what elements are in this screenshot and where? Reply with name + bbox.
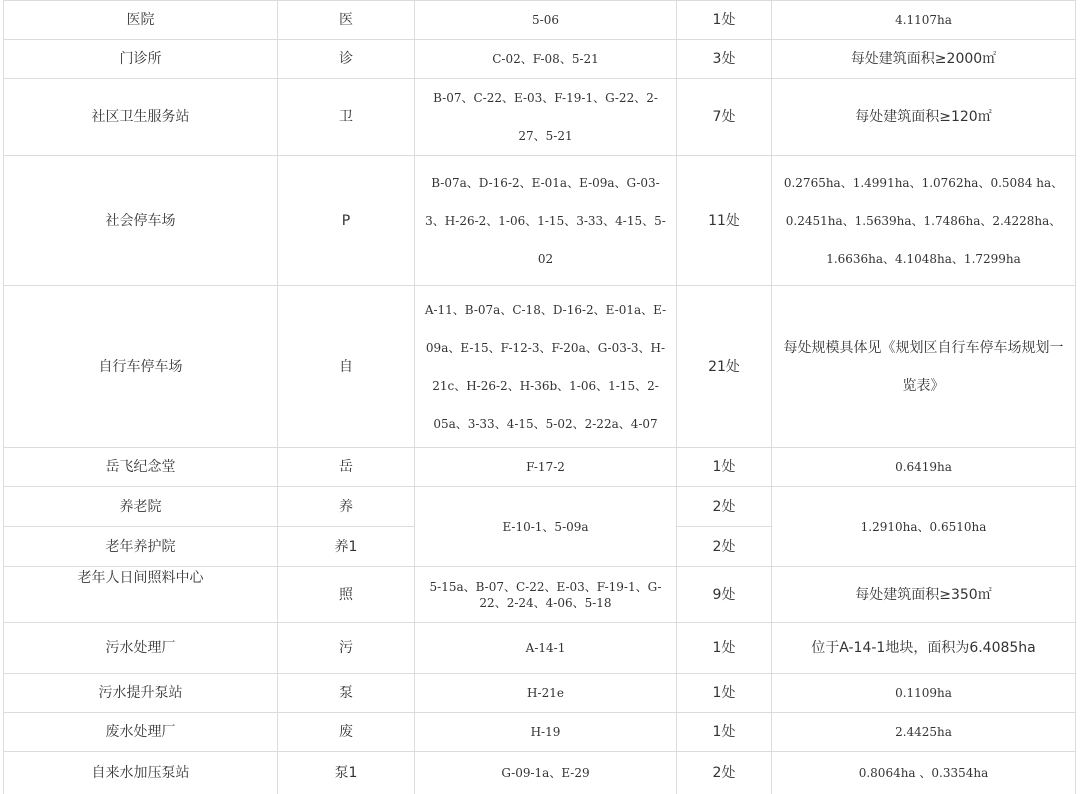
table-row [4, 40, 1076, 79]
facility-count: 21处 [677, 286, 772, 448]
facility-plots: 5-06 [415, 1, 677, 40]
table-row [4, 448, 1076, 487]
facility-code: 废 [278, 713, 415, 752]
facility-plots: 5-15a、B-07、C-22、E-03、F-19-1、G-22、2-24、4-06、5-18 [415, 567, 677, 623]
facility-table [3, 0, 1076, 794]
facility-name: 养老院 [4, 487, 278, 527]
facility-code: 诊 [278, 40, 415, 79]
table-row [4, 752, 1076, 794]
facility-count: 1处 [677, 1, 772, 40]
facility-code: 卫 [278, 79, 415, 156]
facility-plots: A-11、B-07a、C-18、D-16-2、E-01a、E-09a、E-15、F-12-3、F-20a、G-03-3、H-21c、H-26-2、H-36b、1-06、1-15、2-05a、3-33、4-15、5-02、2-22a、4-07 [415, 286, 677, 448]
facility-count: 7处 [677, 79, 772, 156]
facility-code: 养 [278, 487, 415, 527]
table-row [4, 713, 1076, 752]
facility-name: 废水处理厂 [4, 713, 278, 752]
table-row [4, 156, 1076, 286]
facility-code: 泵1 [278, 752, 415, 794]
facility-code: 泵 [278, 674, 415, 713]
facility-name: 医院 [4, 1, 278, 40]
facility-area: 0.8064ha 、0.3354ha [772, 752, 1076, 794]
facility-name: 自行车停车场 [4, 286, 278, 448]
facility-plots: H-21e [415, 674, 677, 713]
facility-count: 1处 [677, 448, 772, 487]
facility-count: 9处 [677, 567, 772, 623]
facility-name: 污水提升泵站 [4, 674, 278, 713]
facility-area: 每处建筑面积≥350㎡ [772, 567, 1076, 623]
facility-name: 污水处理厂 [4, 623, 278, 674]
facility-code: P [278, 156, 415, 286]
facility-area: 每处建筑面积≥2000㎡ [772, 40, 1076, 79]
table-row [4, 1, 1076, 40]
table-row [4, 567, 1076, 623]
facility-area: 0.2765ha、1.4991ha、1.0762ha、0.5084 ha、0.2451ha、1.5639ha、1.7486ha、2.4228ha、1.6636ha、4.1048ha、1.7299ha [772, 156, 1076, 286]
facility-area: 每处规模具体见《规划区自行车停车场规划一览表》 [772, 286, 1076, 448]
facility-area: 4.1107ha [772, 1, 1076, 40]
facility-area: 2.4425ha [772, 713, 1076, 752]
facility-plots: E-10-1、5-09a [415, 487, 677, 567]
facility-name: 门诊所 [4, 40, 278, 79]
facility-code: 自 [278, 286, 415, 448]
facility-plots: B-07、C-22、E-03、F-19-1、G-22、2-27、5-21 [415, 79, 677, 156]
facility-count: 1处 [677, 674, 772, 713]
facility-plots: B-07a、D-16-2、E-01a、E-09a、G-03-3、H-26-2、1-06、1-15、3-33、4-15、5-02 [415, 156, 677, 286]
facility-count: 11处 [677, 156, 772, 286]
facility-area: 1.2910ha、0.6510ha [772, 487, 1076, 567]
facility-count: 2处 [677, 527, 772, 567]
table-row [4, 623, 1076, 674]
facility-name: 老年人日间照料中心 [4, 567, 278, 623]
facility-plots: A-14-1 [415, 623, 677, 674]
facility-count: 1处 [677, 623, 772, 674]
facility-area: 0.6419ha [772, 448, 1076, 487]
facility-plots: H-19 [415, 713, 677, 752]
table-row [4, 674, 1076, 713]
facility-code: 照 [278, 567, 415, 623]
facility-count: 2处 [677, 752, 772, 794]
facility-area: 0.1109ha [772, 674, 1076, 713]
facility-name: 社区卫生服务站 [4, 79, 278, 156]
facility-area: 位于A-14-1地块，面积为6.4085ha [772, 623, 1076, 674]
facility-code: 污 [278, 623, 415, 674]
facility-plots: C-02、F-08、5-21 [415, 40, 677, 79]
facility-code: 养1 [278, 527, 415, 567]
table-row [4, 286, 1076, 448]
facility-area: 每处建筑面积≥120㎡ [772, 79, 1076, 156]
facility-name: 社会停车场 [4, 156, 278, 286]
facility-count: 1处 [677, 713, 772, 752]
table-row [4, 487, 1076, 527]
facility-plots: F-17-2 [415, 448, 677, 487]
table-row [4, 79, 1076, 156]
facility-count: 2处 [677, 487, 772, 527]
facility-name: 岳飞纪念堂 [4, 448, 278, 487]
facility-name: 老年养护院 [4, 527, 278, 567]
facility-plots: G-09-1a、E-29 [415, 752, 677, 794]
facility-code: 医 [278, 1, 415, 40]
facility-count: 3处 [677, 40, 772, 79]
facility-name: 自来水加压泵站 [4, 752, 278, 794]
facility-code: 岳 [278, 448, 415, 487]
